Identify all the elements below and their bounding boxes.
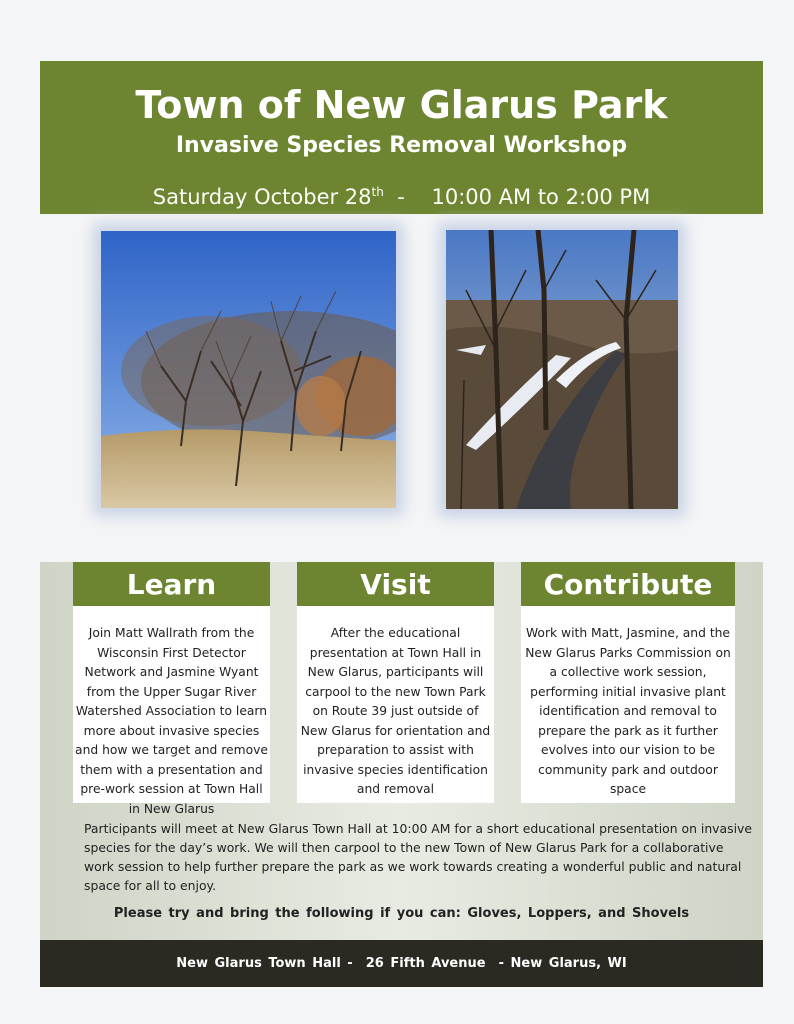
contribute-heading: Contribute [521,562,735,606]
items-to-bring: Please try and bring the following if you can: Gloves, Loppers, and Shovels [113,906,690,921]
date-ordinal-suffix: th [371,185,384,199]
learn-description: Join Matt Wallrath from the Wisconsin First Detector Network and Jasmine Wyant from the Upper Sugar River Watershed Association to learn more about invasive species and how we target and remove them with a presentation and pre-work session at Town Hall in New Glarus [73,606,270,803]
stream-woods-photo [446,230,678,509]
page-subtitle: Invasive Species Removal Workshop [175,133,628,158]
event-date-time [40,185,763,209]
visit-heading: Visit [297,562,494,606]
contribute-description: Work with Matt, Jasmine, and the New Glarus Parks Commission on a collective work session, performing initial invasive plant identification and removal to prepare the park as it further evolves into our vision to be community park and outdoor space [521,606,735,803]
visit-description: After the educational presentation at Town Hall in New Glarus, participants will carpool to the new Town Park on Route 39 just outside of New Glarus for orientation and preparation to assist with invasive species identification and removal [297,606,494,803]
learn-heading: Learn [73,562,270,606]
venue-address: New Glarus Town Hall - 26 Fifth Avenue - New Glarus, WI [176,956,627,971]
header-banner [40,61,763,214]
summary-paragraph: Participants will meet at New Glarus Town Hall at 10:00 AM for a short educational presentation on invasive species for the day’s work. We will then carpool to the new Town of New Glarus Park for a collaborative work session to help further prepare the park as we work towards creating a wonderful public and natural space for all to enjoy. [84,821,752,893]
page-title: Town of New Glarus Park [135,83,668,127]
event-time: - 10:00 AM to 2:00 PM [383,185,651,209]
footer-address [40,940,763,987]
event-date: Saturday October 28 [152,185,372,209]
park-hill-photo [101,231,396,508]
